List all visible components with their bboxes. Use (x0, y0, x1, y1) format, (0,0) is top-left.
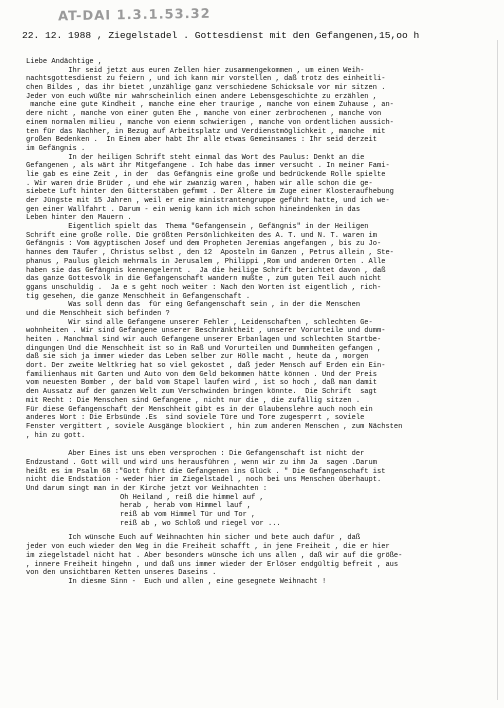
text-line: phanus , Paulus gleich mehrmals in Jerusalem , Philippi ,Rom und anderen Orten . Alle (26, 257, 386, 266)
text-line: Was soll denn das für eing Gefangenschaft sein , in der die Menschen (26, 301, 361, 310)
text-line: manche eine gute Kindheit , manche eine eher traurige , manche von einem Zuhause , an- (26, 101, 394, 110)
text-line: Endzustand . Gott will und wird uns herausführen , wenn wir zu ihm Ja sagen .Darum (26, 458, 377, 467)
text-line: Oh Heiland , reiß die himmel auf , (120, 493, 264, 502)
text-line: Gefängnis : Vom ägyptischen Josef und dem Propheten Jeremias angefangen , bis zu Jo- (26, 240, 382, 249)
document-header: 22. 12. 1988 , Ziegelstadel . Gottesdienst mit den Gefangenen,15,oo h (22, 30, 420, 41)
text-line: Jeder von euch wüßte mir wahrscheinlich einen andere Lebensgeschichte zu erzählen , (26, 92, 377, 101)
text-line: nicht die Endstation - weder hier im Ziegelstadel , noch bei uns Menschen überhaupt. (26, 476, 382, 485)
text-line: chen Bildes , das ihr bietet ,unzählige ganz verschiedene Schicksale vor mir sitzen . (26, 84, 386, 93)
text-line: heißt es im Psalm 68 :"Gott führt die Gefangenen ins Glück . " Die Gefangenschaft ist (26, 467, 386, 476)
text-line: , innere Freiheit hingehn , und daß uns immer wieder der Erlöser endgültig befreit , aus (26, 560, 399, 569)
sermon-block-1 (26, 58, 496, 440)
text-line: Schrift eine große rolle. Die größten Persönlichkeiten des A. T. und N. T. waren im (26, 231, 377, 240)
text-line: gen einer Wallfahrt . Darum - ein wenig kann ich mich schon hineindenken in das (26, 205, 361, 214)
text-line: dingungen Und die Menschheit ist so in Raß und Vorurteilen und Dummheiten gefangen , (26, 344, 382, 353)
text-line: familienhaus mit Garten und Auto von dem Geld bekommen hätte können . Und der Preis (26, 370, 377, 379)
text-line: . Wir waren drie Brüder , und ehe wir zwanzig waren , haben wir alle schon die ge- (26, 179, 373, 188)
text-line: vom neuesten Bomber , der bald vom Stapel laufen wird , ist so hoch , daß man damit (26, 379, 377, 388)
text-line: wohnheiten . Wir sind Gefangene unserer Beschränktheit , unserer Vorurteile und dumm- (26, 327, 386, 336)
text-line: Ich wünsche Euch auf Weihnachten hin sicher und bete auch dafür , daß (26, 534, 361, 543)
text-line: heiten . Manchmal sind wir auch Gefangene unserer Erbanlagen und schlechten Startbe- (26, 336, 382, 344)
text-line: Für diese Gefangenschaft der Menschheit gibt es in der Glaubenslehre auch noch ein (26, 405, 373, 414)
text-line: Und darum singt man in der Kirche jetzt vor Weihnachten : (26, 485, 268, 493)
text-line: mit Recht : Die Menschen sind Gefangene , nicht nur die , die zufällig sitzen . (26, 396, 361, 405)
text-line: einem normalen milieu , manche von eienm schwierigen , manche von ordentlichen aussich- (26, 118, 394, 127)
text-line: ggans unschuldig . Ja e s geht noch weiter : Nach den Worten ist eigentlich , rich- (26, 283, 382, 292)
text-line: nachtsgottesdienst zu feiern , und ich kann mir vorstellen , daß trotz des einheitli- (26, 75, 386, 84)
text-line: Leben hinter den Mauern . (26, 214, 132, 223)
text-line: siebete Luft hinter den Gitterstäben gefmmt . Der Älterе im Zuge einer Klosteraufhebung (26, 188, 394, 197)
text-line: Eigentlich spielt das Thema "Gefangensein , Gefängnis" in der Heiligen (26, 223, 369, 232)
text-line: ten für das Nachher, in Bezug auf Arbeitsplatz und Verdienstmöglichkeit , manche mit (26, 127, 386, 136)
text-line: , hin zu gott. (26, 431, 86, 440)
text-line: großen Bedenken . In Einem aber habt Ihr alle etwas Gemeinsames : Ihr seid derzeit (26, 136, 377, 145)
text-line: Ihr seid jetzt aus euren Zellen hier zusammengekommen , um einen Weih- (26, 66, 365, 75)
text-line: Gefangenen , als wärt ihr Mitgefangene . Ich habe das immer versucht . In meiner Fami- (26, 162, 390, 171)
sermon-block-2 (26, 450, 496, 493)
sermon-text (26, 58, 496, 587)
text-line: lie gab es eine Zeit , in der das Gefängnis eine große und bedrückende Rolle spielte (26, 170, 386, 179)
archive-stamp: AT-DAI 1.3.1.53.32 (57, 6, 211, 25)
text-line: Fenster vergittert , soviele Ausgänge blockiert , hin zum anderen Menschen , zum Nächsten (26, 422, 403, 431)
page-edge-line (497, 40, 498, 700)
text-line: im Gefängnis . (26, 144, 86, 153)
text-line: Aber Eines ist uns eben versprochen : Die Gefangenschaft ist nicht der (26, 450, 365, 459)
text-line: Liebe Andächtige , (26, 58, 103, 66)
text-line: das ganze Gottesvolk in die Gefangenschaft wandern mußte , zum guten Teil auch nicht (26, 275, 382, 284)
text-line: Wir sind alle Gefangene unserer Fehler , Leidenschaften , schlechten Ge- (26, 318, 373, 327)
text-line: und die Menschheit sich befinden ? (26, 309, 170, 318)
sermon-block-3 (26, 534, 496, 586)
text-line: In diesme Sinn - Euch und allen , eine gesegnete Weihnacht ! (26, 577, 327, 586)
text-line: tig gesehen, die ganze Menschheit in Gefangenschaft . (26, 292, 251, 301)
text-line: von den unsichtbaren Ketten unseres Daseins . (26, 569, 217, 578)
text-line: herab , herab vom Himmel lauf , (120, 502, 252, 511)
text-line: dere nicht , manche von einer guten Ehe , manche von einer zerbrochenen , manche von (26, 110, 382, 119)
text-line: im ziegelstadel nicht hat . Aber besonders wünsche ich uns allen , daß wir auf die größe- (26, 551, 403, 560)
text-line: anderes Wort : Die Erbsünde .Es sind soviele Türe und Tore zugesperrt , soviele (26, 414, 365, 423)
text-line: den Aussatz auf der ganzen Welt zum Verschwinden bringen könnte. Die Schrift sagt (26, 388, 377, 397)
text-line: In der heiligen Schrift steht einmal das Wort des Paulus: Denkt an die (26, 153, 365, 162)
text-line: daß sie sich ja immer wieder das Leben selber zur Hölle macht , heute da , morgen (26, 353, 369, 362)
text-line: der Jüngste mit 15 Jahren , weil er eine ministrantengruppe geführt hatte, und ich we- (26, 197, 390, 205)
text-line: dort. Der zweite Weltkrieg hat so viel gekostet , daß jeder Mensch auf Erden ein Ein- (26, 362, 386, 371)
text-line: haben sie das Gefängnis kennengelernt . Ja die heilige Schrift berichtet davon , daß (26, 266, 386, 275)
text-line: jeder von euch wieder den Weg in die Freiheit schafft , in jene Freiheit , die er hier (26, 543, 390, 552)
text-line: reiß ab vom Himmel Tür und Tor , (120, 511, 256, 520)
text-line: hannes dem Täufer , Christus selbst , den 12 Aposteln im Ganzen , Petrus allein , Ste- (26, 249, 394, 258)
text-line: reiß ab , wo Schloß und riegel vor ... (120, 519, 281, 528)
hymn-verse (26, 494, 496, 529)
